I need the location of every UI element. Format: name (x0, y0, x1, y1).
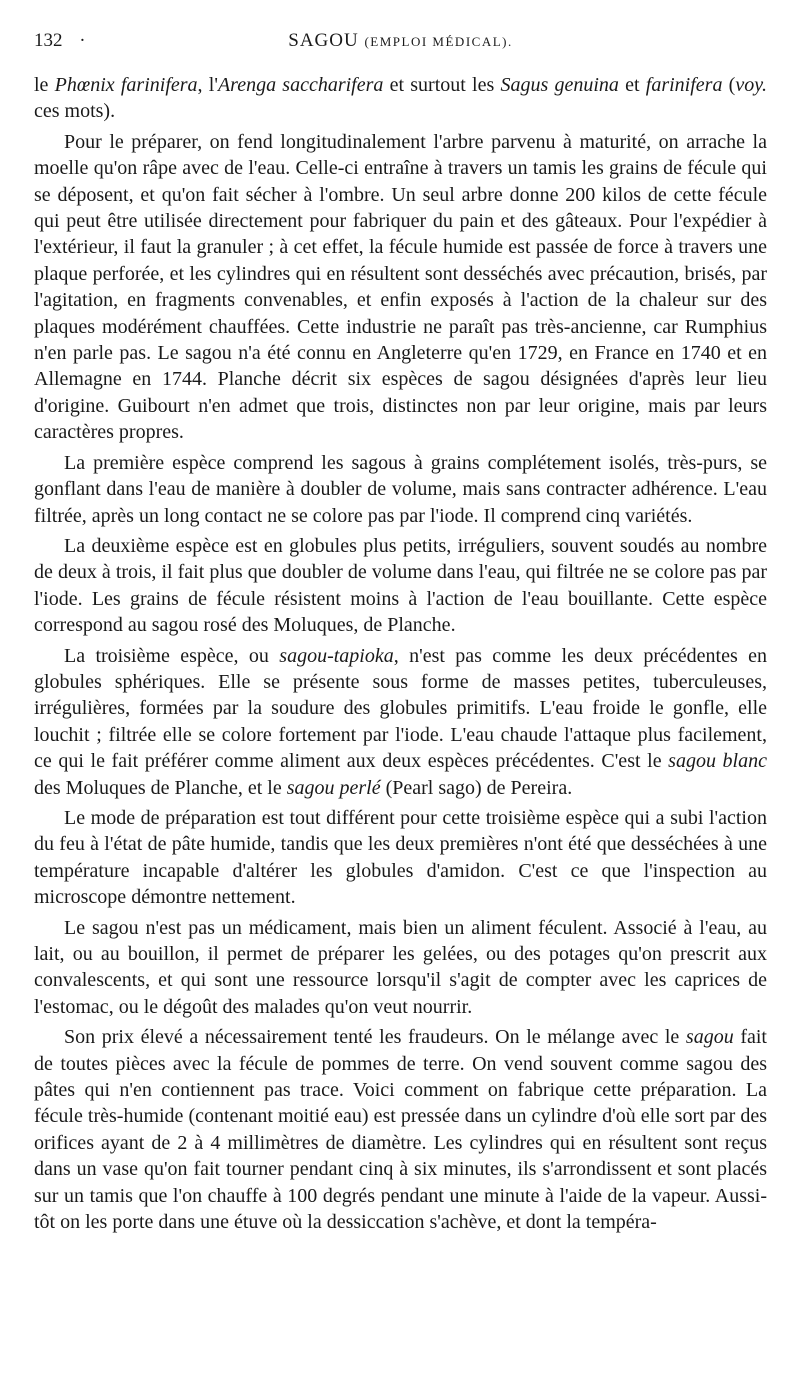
italic-run: Sagus genuina (500, 74, 619, 96)
text-run: (Pearl sago) de Pereira. (380, 776, 573, 799)
text-run: , l' (197, 74, 218, 96)
text-run: La troisième espèce, ou (64, 644, 280, 667)
text-run: Le mode de préparation est tout différent pour cette troisième espèce qui a subi l'action du feu à l'état de pâte humide, tandis que les deux premières n'ont été que desséchées à une température incapable d'altérer les globules d'amidon. C'est ce que l'inspection au microscope démontre nettement. (34, 806, 767, 909)
body-text (34, 72, 767, 1235)
italic-run: sagou (685, 1026, 734, 1049)
italic-run: sagou perlé (286, 776, 381, 799)
page-number-text: 132 (34, 30, 63, 51)
paragraph (34, 915, 767, 1021)
italic-run: sagou blanc (668, 750, 767, 773)
paragraph (34, 533, 767, 639)
paragraph (34, 805, 767, 911)
text-run: , n'est pas comme les deux précédentes en globules sphériques. Elle se présente sous forme de masses petites, tuberculeuses, irrégulières, formées par la soudure des globules primitifs. L'eau froide le gonfle, elle louchit ; filtrée elle se colore fortement par l'iode. L'eau chaude l'attaque plus facilement, ce qui le fait préférer comme aliment aux deux espèces précédentes. C'est le (34, 644, 767, 773)
text-run: ces mots). (34, 100, 116, 123)
italic-run: Phœnix farinifera (54, 74, 198, 96)
italic-run: farinifera (645, 74, 723, 96)
text-run: et surtout les (383, 74, 501, 96)
italic-run: voy. (735, 74, 767, 96)
text-run: fait de toutes pièces avec la fécule de pommes de terre. On vend souvent comme sagou des pâtes qui n'en contiennent pas trace. Voici comment on fabrique cette préparation. La fécule très-humide (contenant moitié eau) est pressée dans un cylindre d'où elle sort par des orifices ayant de 2 à 4 millimètres de diamètre. Les cylindres qui en résultent sont reçus dans un vase qu'on fait tourner pendant cinq à six minutes, ils s'arrondissent et sont placés sur un tamis que l'on chauffe à 100 degrés pendant une minute à l'aide de la vapeur. Aussitôt on les porte dans une étuve où la dessiccation s'achève, et dont la tempéra- (34, 1026, 767, 1234)
text-run: ( (722, 74, 736, 96)
running-head (34, 30, 767, 70)
running-title (34, 30, 767, 52)
paragraph (34, 643, 767, 801)
text-run: Le sagou n'est pas un médicament, mais bien un aliment féculent. Associé à l'eau, au lait, ou au bouillon, il permet de préparer les gelées, ou des potages qu'on prescrit aux convalescents, et qui sont une ressource lorsqu'il s'agit de compter avec les caprices de l'estomac, ou le dégoût des malades qu'on veut nourrir. (34, 916, 767, 1018)
document-page (34, 30, 767, 1235)
paragraph (34, 129, 767, 446)
page-number-separator: · (79, 30, 86, 51)
italic-run: sagou-tapioka (279, 644, 394, 667)
paragraph (34, 72, 767, 125)
running-title-main: SAGOU (288, 30, 359, 51)
running-title-sub: (EMPLOI MÉDICAL). (364, 34, 513, 49)
text-run: et (618, 74, 646, 96)
paragraph (34, 1024, 767, 1235)
italic-run: Arenga saccharifera (217, 74, 384, 96)
paragraph (34, 450, 767, 529)
text-run: Son prix élevé a nécessairement tenté les fraudeurs. On le mélange avec le (64, 1026, 686, 1049)
text-run: le (34, 74, 55, 96)
text-run: des Moluques de Planche, et le (34, 776, 287, 799)
text-run: La première espèce comprend les sagous à grains complétement isolés, très-purs, se gonflant dans l'eau de manière à doubler de volume, mais sans contracter adhérence. L'eau filtrée, après un long contact ne se colore pas par l'iode. Il comprend cinq variétés. (34, 451, 767, 527)
text-run: La deuxième espèce est en globules plus petits, irréguliers, souvent soudés au nombre de deux à trois, il fait plus que doubler de volume dans l'eau, qui filtrée ne se colore pas par l'iode. Les grains de fécule résistent moins à l'action de l'eau bouillante. Cette espèce correspond au sagou rosé des Moluques, de Planche. (34, 534, 767, 637)
text-run: Pour le préparer, on fend longitudinalement l'arbre parvenu à maturité, on arrache la moelle qu'on râpe avec de l'eau. Celle-ci entraîne à travers un tamis les grains de fécule qui se déposent, et qu'on fait sécher à l'ombre. Un seul arbre donne 200 kilos de cette fécule qui peut être utilisée directement pour fabriquer du pain et des gâteaux. Pour l'expédier à l'extérieur, il faut la granuler ; à cet effet, la fécule humide est passée de force à travers une plaque perforée, et les cylindres qui en résultent sont desséchés avec précaution, brisés, par l'agitation, en fragments convenables, et enfin exposés à l'action de la chaleur sur des plaques modérément chauffées. Cette industrie ne paraît pas très-ancienne, car Rumphius n'en parle pas. Le sagou n'a été connu en Angleterre qu'en 1729, en France en 1740 et en Allemagne en 1744. Planche décrit six espèces de sagou désignées d'après leur lieu d'origine. Guibourt n'en admet que trois, distinctes non par leur origine, mais par leurs caractères propres. (34, 130, 767, 444)
